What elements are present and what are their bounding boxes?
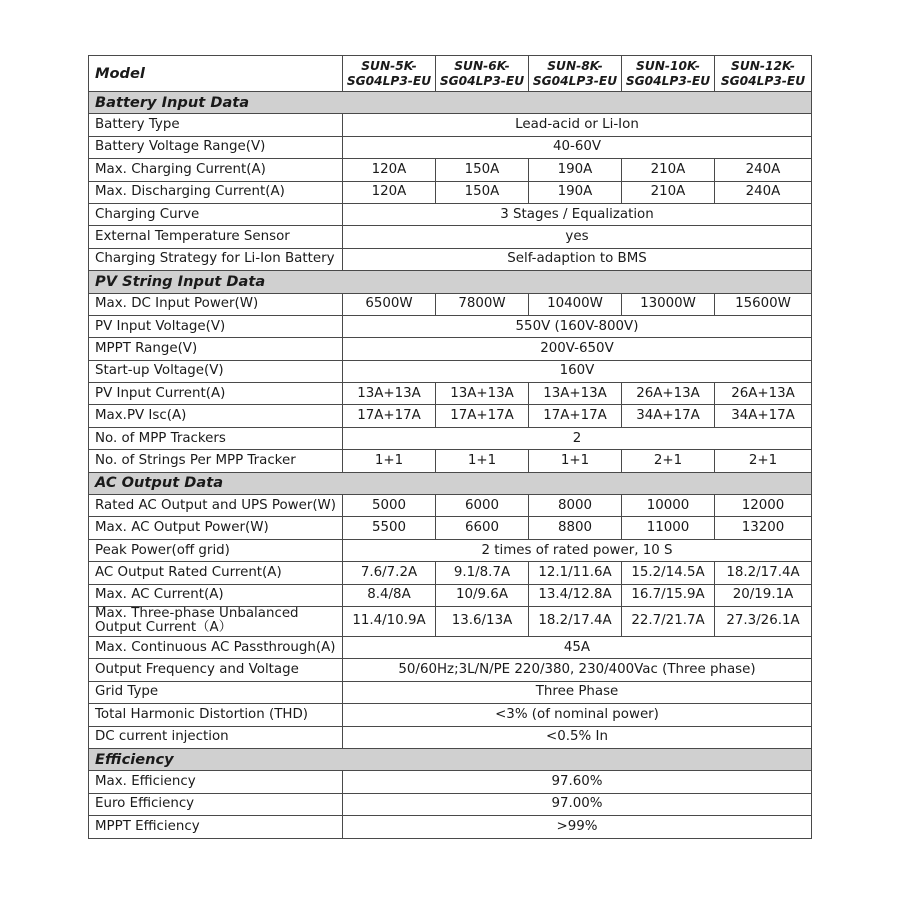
- spec-value: 7.6/7.2A: [343, 562, 436, 584]
- spec-value: 1+1: [529, 450, 622, 472]
- spec-row: [89, 726, 812, 748]
- section-title: PV String Input Data: [89, 271, 812, 293]
- spec-label: Max.PV Isc(A): [89, 405, 343, 427]
- spec-label: Max. DC Input Power(W): [89, 293, 343, 315]
- model-name-line2: SG04LP3-EU: [532, 73, 618, 88]
- spec-value-merged: 200V-650V: [343, 338, 812, 360]
- spec-value: 2+1: [715, 450, 812, 472]
- spec-row: [89, 584, 812, 606]
- spec-value-merged: 45A: [343, 636, 812, 658]
- spec-value: 1+1: [436, 450, 529, 472]
- spec-value: 150A: [436, 181, 529, 203]
- spec-label: Max. AC Output Power(W): [89, 517, 343, 539]
- spec-label: PV Input Current(A): [89, 383, 343, 405]
- spec-row: [89, 704, 812, 726]
- spec-row: [89, 203, 812, 225]
- spec-value: 120A: [343, 159, 436, 181]
- spec-row: [89, 636, 812, 658]
- spec-value-merged: yes: [343, 226, 812, 248]
- section-title: Efficiency: [89, 748, 812, 770]
- spec-value-merged: <0.5% In: [343, 726, 812, 748]
- spec-value: 8000: [529, 495, 622, 517]
- model-name-line2: SG04LP3-EU: [439, 73, 525, 88]
- spec-value: 17A+17A: [529, 405, 622, 427]
- spec-value: 120A: [343, 181, 436, 203]
- spec-row: [89, 427, 812, 449]
- spec-value: 150A: [436, 159, 529, 181]
- spec-row: [89, 293, 812, 315]
- spec-value: 13.6/13A: [436, 606, 529, 636]
- spec-value: 210A: [622, 159, 715, 181]
- spec-row: [89, 816, 812, 838]
- model-label: Model: [89, 56, 343, 92]
- spec-value: 2+1: [622, 450, 715, 472]
- spec-value: 13A+13A: [529, 383, 622, 405]
- spec-value: 240A: [715, 181, 812, 203]
- spec-value: 10000: [622, 495, 715, 517]
- spec-value-merged: 40-60V: [343, 136, 812, 158]
- spec-label: Charging Strategy for Li-Ion Battery: [89, 248, 343, 270]
- spec-value: 8800: [529, 517, 622, 539]
- model-name-line2: SG04LP3-EU: [720, 73, 806, 88]
- spec-row: [89, 315, 812, 337]
- spec-value: 15600W: [715, 293, 812, 315]
- spec-label: Grid Type: [89, 681, 343, 703]
- spec-value: 17A+17A: [343, 405, 436, 427]
- spec-value: 13000W: [622, 293, 715, 315]
- spec-value: 1+1: [343, 450, 436, 472]
- spec-value: 13A+13A: [343, 383, 436, 405]
- spec-row: [89, 771, 812, 793]
- spec-row: [89, 181, 812, 203]
- spec-value: 20/19.1A: [715, 584, 812, 606]
- spec-value: 18.2/17.4A: [529, 606, 622, 636]
- spec-label: MPPT Range(V): [89, 338, 343, 360]
- spec-table: [88, 55, 812, 839]
- spec-row: [89, 681, 812, 703]
- spec-value: 190A: [529, 159, 622, 181]
- spec-label: DC current injection: [89, 726, 343, 748]
- spec-value: 17A+17A: [436, 405, 529, 427]
- spec-value: 12.1/11.6A: [529, 562, 622, 584]
- spec-value-merged: 97.60%: [343, 771, 812, 793]
- spec-label: MPPT Efficiency: [89, 816, 343, 838]
- spec-label: Peak Power(off grid): [89, 539, 343, 561]
- spec-value: 18.2/17.4A: [715, 562, 812, 584]
- spec-value-merged: <3% (of nominal power): [343, 704, 812, 726]
- model-name-line1: SUN-10K-: [636, 58, 700, 73]
- spec-value: 9.1/8.7A: [436, 562, 529, 584]
- spec-row: [89, 659, 812, 681]
- spec-value: 12000: [715, 495, 812, 517]
- spec-value-merged: 2: [343, 427, 812, 449]
- section-title: Battery Input Data: [89, 92, 812, 114]
- section-title: AC Output Data: [89, 472, 812, 494]
- spec-value-merged: Lead-acid or Li-Ion: [343, 114, 812, 136]
- spec-label: Charging Curve: [89, 203, 343, 225]
- spec-label: Max. Three-phase Unbalanced Output Current（A）: [89, 606, 343, 636]
- spec-value: 210A: [622, 181, 715, 203]
- spec-label: Max. Discharging Current(A): [89, 181, 343, 203]
- section-header-efficiency: [89, 748, 812, 770]
- spec-value: 7800W: [436, 293, 529, 315]
- spec-value-merged: Three Phase: [343, 681, 812, 703]
- model-header-row: [89, 56, 812, 92]
- spec-value: 6500W: [343, 293, 436, 315]
- spec-row: [89, 136, 812, 158]
- spec-label: Max. Continuous AC Passthrough(A): [89, 636, 343, 658]
- spec-label: Rated AC Output and UPS Power(W): [89, 495, 343, 517]
- spec-label: Euro Efficiency: [89, 793, 343, 815]
- spec-value-merged: >99%: [343, 816, 812, 838]
- spec-row: [89, 114, 812, 136]
- spec-row: [89, 450, 812, 472]
- spec-row: [89, 405, 812, 427]
- model-name-line2: SG04LP3-EU: [625, 73, 711, 88]
- spec-value: 5000: [343, 495, 436, 517]
- model-name-cell: [343, 56, 436, 92]
- spec-label: Output Frequency and Voltage: [89, 659, 343, 681]
- spec-value-merged: 160V: [343, 360, 812, 382]
- model-name-cell: [529, 56, 622, 92]
- spec-value: 6600: [436, 517, 529, 539]
- spec-label: Battery Type: [89, 114, 343, 136]
- model-name-cell: [622, 56, 715, 92]
- spec-label: PV Input Voltage(V): [89, 315, 343, 337]
- model-name-cell: [436, 56, 529, 92]
- model-name-cell: [715, 56, 812, 92]
- spec-row: [89, 226, 812, 248]
- spec-row: [89, 562, 812, 584]
- spec-value: 34A+17A: [622, 405, 715, 427]
- spec-value-merged: 3 Stages / Equalization: [343, 203, 812, 225]
- spec-value: 190A: [529, 181, 622, 203]
- spec-label: No. of MPP Trackers: [89, 427, 343, 449]
- spec-row: [89, 383, 812, 405]
- spec-value: 10/9.6A: [436, 584, 529, 606]
- spec-row: [89, 248, 812, 270]
- spec-label: External Temperature Sensor: [89, 226, 343, 248]
- spec-row: [89, 539, 812, 561]
- section-header-ac-output-data: [89, 472, 812, 494]
- spec-label: Start-up Voltage(V): [89, 360, 343, 382]
- spec-value: 26A+13A: [715, 383, 812, 405]
- spec-row: [89, 495, 812, 517]
- spec-row: [89, 606, 812, 636]
- spec-label: Total Harmonic Distortion (THD): [89, 704, 343, 726]
- spec-value: 8.4/8A: [343, 584, 436, 606]
- spec-value-merged: Self-adaption to BMS: [343, 248, 812, 270]
- model-name-line1: SUN-8K-: [547, 58, 603, 73]
- model-name-line1: SUN-5K-: [361, 58, 417, 73]
- spec-label: Max. Efficiency: [89, 771, 343, 793]
- spec-value: 16.7/15.9A: [622, 584, 715, 606]
- spec-value: 5500: [343, 517, 436, 539]
- spec-label: Max. AC Current(A): [89, 584, 343, 606]
- spec-row: [89, 338, 812, 360]
- spec-value: 11000: [622, 517, 715, 539]
- spec-value: 13200: [715, 517, 812, 539]
- spec-table-body: [89, 56, 812, 839]
- spec-row: [89, 360, 812, 382]
- spec-value: 11.4/10.9A: [343, 606, 436, 636]
- spec-label: No. of Strings Per MPP Tracker: [89, 450, 343, 472]
- spec-value-merged: 2 times of rated power, 10 S: [343, 539, 812, 561]
- spec-value: 15.2/14.5A: [622, 562, 715, 584]
- model-name-line1: SUN-12K-: [731, 58, 795, 73]
- spec-value-merged: 50/60Hz;3L/N/PE 220/380, 230/400Vac (Three phase): [343, 659, 812, 681]
- spec-row: [89, 517, 812, 539]
- spec-label: AC Output Rated Current(A): [89, 562, 343, 584]
- spec-value: 27.3/26.1A: [715, 606, 812, 636]
- spec-value: 13A+13A: [436, 383, 529, 405]
- spec-row: [89, 793, 812, 815]
- spec-value: 34A+17A: [715, 405, 812, 427]
- spec-value-merged: 97.00%: [343, 793, 812, 815]
- spec-value: 22.7/21.7A: [622, 606, 715, 636]
- model-name-line1: SUN-6K-: [454, 58, 510, 73]
- spec-value: 26A+13A: [622, 383, 715, 405]
- section-header-pv-string-input-data: [89, 271, 812, 293]
- spec-label: Max. Charging Current(A): [89, 159, 343, 181]
- model-name-line2: SG04LP3-EU: [346, 73, 432, 88]
- spec-value: 13.4/12.8A: [529, 584, 622, 606]
- spec-label: Battery Voltage Range(V): [89, 136, 343, 158]
- section-header-battery-input-data: [89, 92, 812, 114]
- spec-value: 6000: [436, 495, 529, 517]
- spec-row: [89, 159, 812, 181]
- spec-value-merged: 550V (160V-800V): [343, 315, 812, 337]
- spec-value: 240A: [715, 159, 812, 181]
- spec-value: 10400W: [529, 293, 622, 315]
